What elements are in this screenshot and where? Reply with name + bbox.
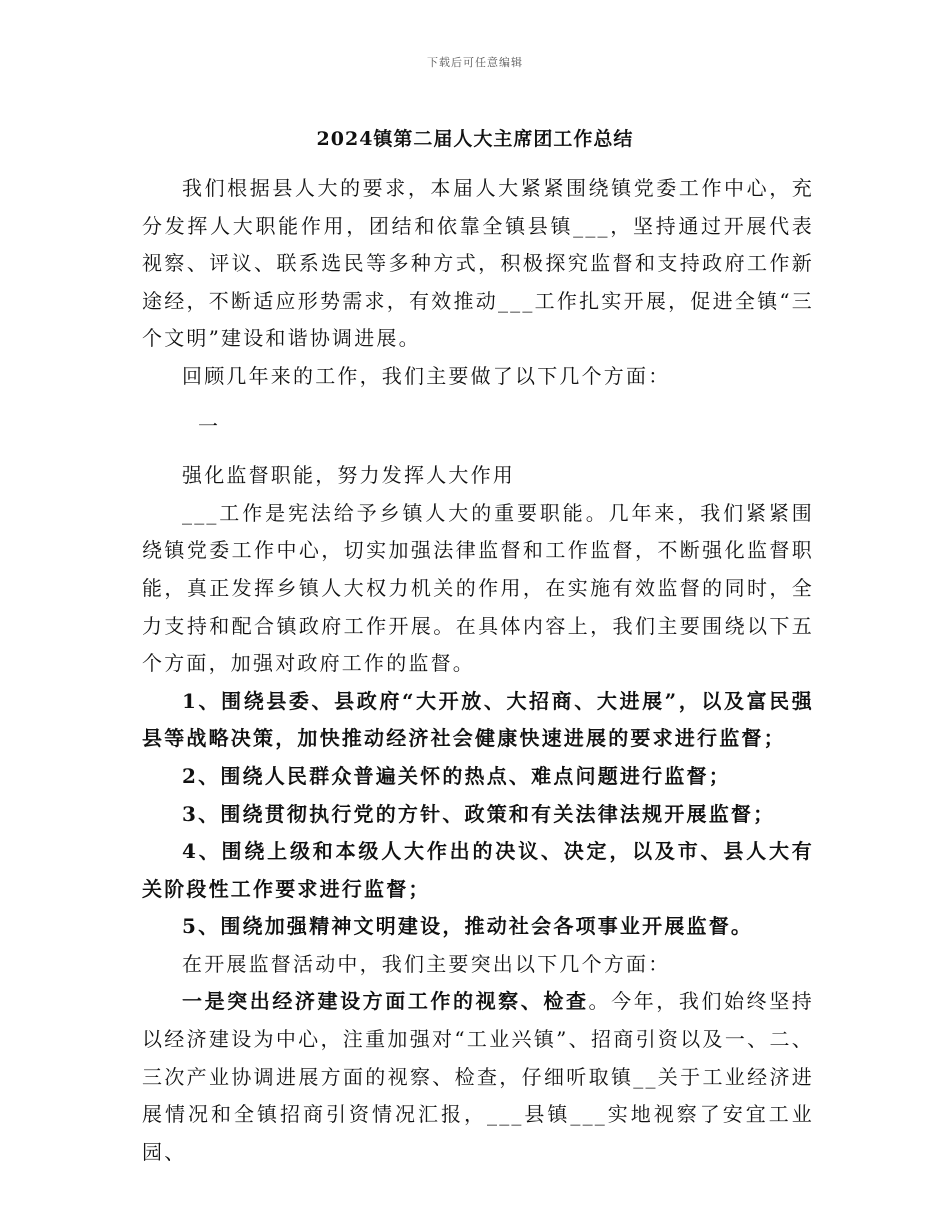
body-paragraph: 我们根据县人大的要求，本届人大紧紧围绕镇党委工作中心，充分发挥人大职能作用，团结和依靠全镇县镇___，坚持通过开展代表视察、评议、联系选民等多种方式，积极探究监督和支持政府工作新途经，不断适应形势需求，有效推动___工作扎实开展，促进全镇“三个文明”建设和谐协调进展。	[142, 176, 814, 351]
list-item: 3、围绕贯彻执行党的方针、政策和有关法律法规开展监督；	[182, 801, 776, 826]
list-item: 2、围绕人民群众普遍关怀的热点、难点问题进行监督；	[182, 763, 731, 788]
body-paragraph: 在开展监督活动中，我们主要突出以下几个方面：	[182, 951, 671, 976]
section-heading: 强化监督职能，努力发挥人大作用	[182, 463, 515, 488]
list-item: 1、围绕县委、县政府“大开放、大招商、大进展”，以及富民强县等战略决策，加快推动经济社会健康快速进展的要求进行监督；	[142, 688, 814, 751]
document-body	[142, 170, 814, 1171]
document-title: 2024镇第二届人大主席团工作总结	[316, 128, 634, 150]
paragraph-lead: 一是突出经济建设方面工作的视察、检查	[182, 989, 589, 1014]
list-item: 4、围绕上级和本级人大作出的决议、决定，以及市、县人大有关阶段性工作要求进行监督；	[142, 839, 814, 901]
body-paragraph: ___工作是宪法给予乡镇人大的重要职能。几年来，我们紧紧围绕镇党委工作中心，切实加强法律监督和工作监督，不断强化监督职能，真正发挥乡镇人大权力机关的作用，在实施有效监督的同时，全力支持和配合镇政府工作开展。在具体内容上，我们主要围绕以下五个方面，加强对政府工作的监督。	[142, 500, 814, 676]
body-paragraph	[142, 983, 814, 1171]
section-number: 一	[198, 413, 221, 438]
list-item: 5、围绕加强精神文明建设，推动社会各项事业开展监督。	[182, 914, 754, 939]
paragraph-text: 。今年，我们始终坚持以经济建设为中心，注重加强对“工业兴镇”、招商引资以及一、二、三次产业协调进展方面的视察、检查，仔细听取镇__关于工业经济进展情况和全镇招商引资情况汇报，___县镇___实地视察了安宜工业园、	[142, 989, 814, 1164]
page-header-note: 下载后可任意编辑	[427, 56, 523, 69]
body-paragraph: 回顾几年来的工作，我们主要做了以下几个方面：	[182, 363, 671, 388]
